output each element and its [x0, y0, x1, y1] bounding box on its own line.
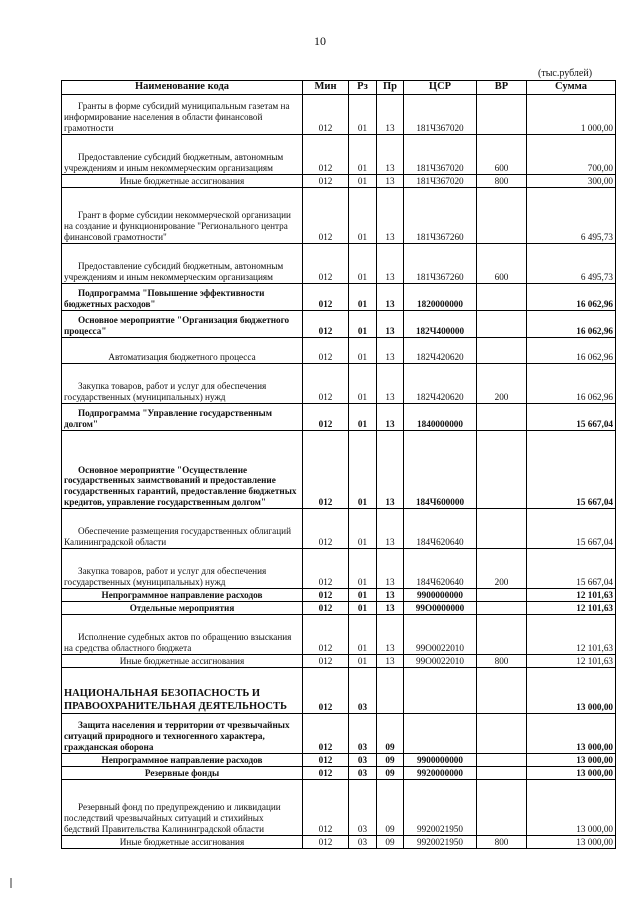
row-min: 012: [303, 431, 349, 509]
row-csr: 181Ч367020: [404, 95, 477, 135]
row-rz: 01: [349, 244, 377, 284]
row-pr: 13: [377, 188, 404, 244]
row-sum: 13 000,00: [527, 714, 616, 754]
row-pr: 13: [377, 549, 404, 589]
table-row: [62, 714, 616, 754]
row-min: 012: [303, 338, 349, 364]
row-pr: 13: [377, 431, 404, 509]
row-vr: 600: [477, 135, 527, 175]
header-min: Мин: [303, 81, 349, 95]
row-sum: 12 101,63: [527, 615, 616, 655]
row-vr: [477, 284, 527, 311]
row-rz: 01: [349, 338, 377, 364]
row-rz: 03: [349, 780, 377, 836]
row-pr: 13: [377, 589, 404, 602]
row-min: 012: [303, 311, 349, 338]
row-min: 012: [303, 175, 349, 188]
row-sum: 13 000,00: [527, 767, 616, 780]
row-vr: [477, 431, 527, 509]
row-name: Защита населения и территории от чрезвычайных ситуаций природного и техногенного характера, гражданская оборона: [62, 714, 303, 754]
scan-edge-mark: [10, 878, 12, 888]
row-sum: 300,00: [527, 175, 616, 188]
row-pr: 13: [377, 284, 404, 311]
row-rz: 01: [349, 589, 377, 602]
row-rz: 01: [349, 404, 377, 431]
header-rz: Рз: [349, 81, 377, 95]
table-row: [62, 549, 616, 589]
row-name: Исполнение судебных актов по обращению взыскания на средства областного бюджета: [62, 615, 303, 655]
table-row: [62, 284, 616, 311]
row-rz: 01: [349, 655, 377, 668]
row-csr: 9920021950: [404, 836, 477, 849]
row-name: Резервный фонд по предупреждению и ликвидации последствий чрезвычайных ситуаций и стихийных бедствий Правительства Калининградской области: [62, 780, 303, 836]
row-csr: 181Ч367020: [404, 135, 477, 175]
units-label: (тыс.рублей): [538, 68, 593, 79]
row-rz: 01: [349, 284, 377, 311]
row-vr: [477, 668, 527, 714]
row-vr: 200: [477, 549, 527, 589]
row-rz: 01: [349, 135, 377, 175]
row-rz: 01: [349, 549, 377, 589]
row-rz: 03: [349, 754, 377, 767]
table-row: [62, 311, 616, 338]
table-row: [62, 767, 616, 780]
table-row: [62, 668, 616, 714]
row-sum: 16 062,96: [527, 284, 616, 311]
row-min: 012: [303, 244, 349, 284]
row-name: НАЦИОНАЛЬНАЯ БЕЗОПАСНОСТЬ И ПРАВООХРАНИТЕЛЬНАЯ ДЕЯТЕЛЬНОСТЬ: [62, 668, 303, 714]
row-sum: 13 000,00: [527, 836, 616, 849]
row-csr: 9900000000: [404, 589, 477, 602]
row-csr: 9920021950: [404, 780, 477, 836]
row-pr: 13: [377, 311, 404, 338]
row-min: 012: [303, 284, 349, 311]
row-vr: [477, 780, 527, 836]
row-name: Непрограммное направление расходов: [62, 589, 303, 602]
row-rz: 01: [349, 311, 377, 338]
row-min: 012: [303, 602, 349, 615]
row-csr: 182Ч420620: [404, 364, 477, 404]
table-row: [62, 135, 616, 175]
row-min: 012: [303, 404, 349, 431]
row-csr: 99О0022010: [404, 655, 477, 668]
row-min: 012: [303, 589, 349, 602]
row-pr: 13: [377, 615, 404, 655]
row-sum: 12 101,63: [527, 602, 616, 615]
row-name: Иные бюджетные ассигнования: [62, 655, 303, 668]
row-rz: 03: [349, 668, 377, 714]
row-vr: 800: [477, 836, 527, 849]
row-rz: 01: [349, 615, 377, 655]
row-pr: 13: [377, 602, 404, 615]
row-min: 012: [303, 615, 349, 655]
row-csr: 99О0000000: [404, 602, 477, 615]
row-vr: 800: [477, 655, 527, 668]
row-min: 012: [303, 364, 349, 404]
table-row: [62, 509, 616, 549]
row-sum: 6 495,73: [527, 244, 616, 284]
row-csr: 182Ч420620: [404, 338, 477, 364]
row-sum: 15 667,04: [527, 431, 616, 509]
row-rz: 03: [349, 836, 377, 849]
row-csr: 9900000000: [404, 754, 477, 767]
row-sum: 15 667,04: [527, 549, 616, 589]
row-vr: [477, 311, 527, 338]
row-min: 012: [303, 714, 349, 754]
row-sum: 6 495,73: [527, 188, 616, 244]
header-csr: ЦСР: [404, 81, 477, 95]
table-row: [62, 188, 616, 244]
row-pr: 13: [377, 364, 404, 404]
row-name: Основное мероприятие "Осуществление государственных заимствований и предоставление государственных гарантий, предоставление бюджетных кредитов, управление государственным долгом": [62, 431, 303, 509]
row-min: 012: [303, 780, 349, 836]
row-vr: [477, 188, 527, 244]
row-pr: 13: [377, 509, 404, 549]
row-min: 012: [303, 509, 349, 549]
row-csr: 181Ч367020: [404, 175, 477, 188]
row-rz: 01: [349, 364, 377, 404]
row-min: 012: [303, 836, 349, 849]
row-pr: 13: [377, 135, 404, 175]
row-name: Предоставление субсидий бюджетным, автономным учреждениям и иным некоммерческим организациям: [62, 244, 303, 284]
row-csr: 9920000000: [404, 767, 477, 780]
row-pr: 09: [377, 767, 404, 780]
row-csr: 181Ч367260: [404, 244, 477, 284]
table-row: [62, 754, 616, 767]
table-row: [62, 244, 616, 284]
row-min: 012: [303, 188, 349, 244]
row-csr: 184Ч620640: [404, 509, 477, 549]
row-csr: [404, 668, 477, 714]
row-name: Непрограммное направление расходов: [62, 754, 303, 767]
row-sum: 16 062,96: [527, 364, 616, 404]
row-name: Подпрограмма "Управление государственным долгом": [62, 404, 303, 431]
row-sum: 16 062,96: [527, 338, 616, 364]
row-vr: 200: [477, 364, 527, 404]
row-vr: [477, 714, 527, 754]
row-pr: 13: [377, 338, 404, 364]
row-csr: 1820000000: [404, 284, 477, 311]
row-name: Резервные фонды: [62, 767, 303, 780]
table-row: [62, 655, 616, 668]
row-rz: 01: [349, 509, 377, 549]
table-row: [62, 780, 616, 836]
table-row: [62, 431, 616, 509]
row-pr: 09: [377, 714, 404, 754]
row-pr: 13: [377, 655, 404, 668]
row-sum: 13 000,00: [527, 668, 616, 714]
budget-table: [61, 80, 616, 849]
row-pr: 13: [377, 95, 404, 135]
table-row: [62, 602, 616, 615]
row-csr: 181Ч367260: [404, 188, 477, 244]
header-name: Наименование кода: [62, 81, 303, 95]
row-name: Основное мероприятие "Организация бюджетного процесса": [62, 311, 303, 338]
row-pr: 09: [377, 754, 404, 767]
table-row: [62, 364, 616, 404]
row-vr: [477, 602, 527, 615]
row-name: Предоставление субсидий бюджетным, автономным учреждениям и иным некоммерческим организациям: [62, 135, 303, 175]
header-pr: Пр: [377, 81, 404, 95]
row-sum: 13 000,00: [527, 754, 616, 767]
table-header-row: [62, 81, 616, 95]
row-pr: 09: [377, 836, 404, 849]
row-pr: 13: [377, 244, 404, 284]
table-row: [62, 589, 616, 602]
row-sum: 700,00: [527, 135, 616, 175]
row-name: Иные бюджетные ассигнования: [62, 836, 303, 849]
header-sum: Сумма: [527, 81, 616, 95]
row-rz: 03: [349, 767, 377, 780]
table-row: [62, 404, 616, 431]
table-row: [62, 615, 616, 655]
row-csr: 182Ч400000: [404, 311, 477, 338]
row-sum: 13 000,00: [527, 780, 616, 836]
row-min: 012: [303, 754, 349, 767]
row-min: 012: [303, 668, 349, 714]
row-min: 012: [303, 135, 349, 175]
row-csr: 184Ч620640: [404, 549, 477, 589]
row-sum: 1 000,00: [527, 95, 616, 135]
row-vr: 800: [477, 175, 527, 188]
page-number: 10: [314, 34, 326, 48]
row-rz: 01: [349, 188, 377, 244]
row-pr: [377, 668, 404, 714]
row-vr: [477, 589, 527, 602]
row-sum: 12 101,63: [527, 589, 616, 602]
row-name: Закупка товаров, работ и услуг для обеспечения государственных (муниципальных) нужд: [62, 549, 303, 589]
row-rz: 01: [349, 431, 377, 509]
row-rz: 01: [349, 95, 377, 135]
row-pr: 13: [377, 404, 404, 431]
table-row: [62, 175, 616, 188]
row-min: 012: [303, 655, 349, 668]
row-name: Подпрограмма "Повышение эффективности бюджетных расходов": [62, 284, 303, 311]
row-pr: 13: [377, 175, 404, 188]
row-sum: 16 062,96: [527, 311, 616, 338]
row-csr: 184Ч600000: [404, 431, 477, 509]
header-vr: ВР: [477, 81, 527, 95]
row-min: 012: [303, 95, 349, 135]
row-vr: [477, 404, 527, 431]
table-row: [62, 95, 616, 135]
row-name: Иные бюджетные ассигнования: [62, 175, 303, 188]
table-row: [62, 338, 616, 364]
row-sum: 15 667,04: [527, 509, 616, 549]
row-sum: 12 101,63: [527, 655, 616, 668]
row-vr: [477, 767, 527, 780]
row-name: Обеспечение размещения государственных облигаций Калининградской области: [62, 509, 303, 549]
row-vr: [477, 754, 527, 767]
row-name: Закупка товаров, работ и услуг для обеспечения государственных (муниципальных) нужд: [62, 364, 303, 404]
table-body: [62, 95, 616, 849]
row-vr: 600: [477, 244, 527, 284]
row-rz: 01: [349, 602, 377, 615]
row-name: Грант в форме субсидии некоммерческой организации на создание и функционирование "Регионального центра финансовой грамотности": [62, 188, 303, 244]
row-pr: 09: [377, 780, 404, 836]
row-name: Гранты в форме субсидий муниципальным газетам на информирование населения в области финансовой грамотности: [62, 95, 303, 135]
table-row: [62, 836, 616, 849]
row-vr: [477, 615, 527, 655]
row-vr: [477, 95, 527, 135]
row-vr: [477, 509, 527, 549]
row-rz: 01: [349, 175, 377, 188]
row-vr: [477, 338, 527, 364]
row-name: Автоматизация бюджетного процесса: [62, 338, 303, 364]
row-csr: 99О0022010: [404, 615, 477, 655]
row-csr: 1840000000: [404, 404, 477, 431]
row-min: 012: [303, 767, 349, 780]
row-sum: 15 667,04: [527, 404, 616, 431]
row-csr: [404, 714, 477, 754]
row-min: 012: [303, 549, 349, 589]
row-rz: 03: [349, 714, 377, 754]
row-name: Отдельные мероприятия: [62, 602, 303, 615]
